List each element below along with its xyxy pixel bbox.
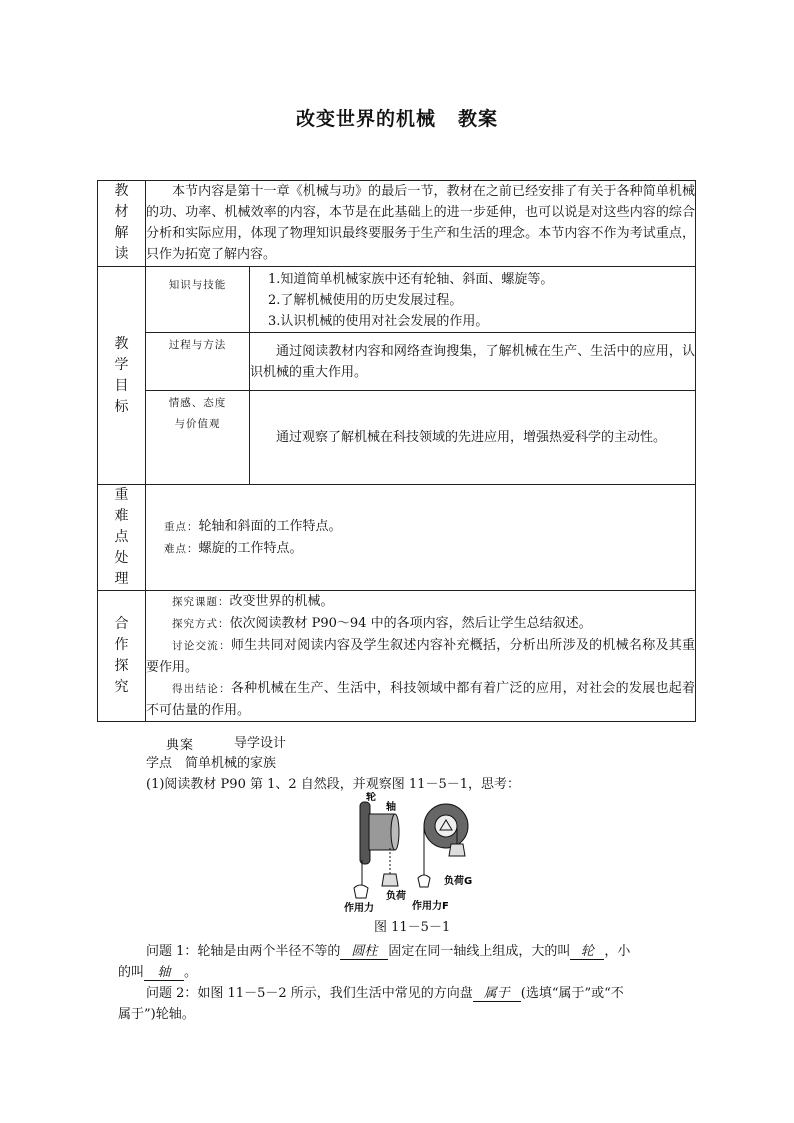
row-head-cooperation: 合 作 探 究 <box>98 591 146 722</box>
lead-heading: 导学设计 <box>234 736 287 751</box>
knowledge-item: 1.知道简单机械家族中还有轮轴、斜面、螺旋等。 <box>268 272 554 287</box>
lead-tag: 典案 <box>166 738 195 753</box>
answer-blank: 圆柱 <box>340 940 388 960</box>
row-keypoints <box>98 485 696 591</box>
answer-blank: 属于 <box>473 982 521 1002</box>
answer-blank: 轮 <box>570 940 604 960</box>
row-goal-process <box>98 333 696 391</box>
row-head-goals: 教 学 目 标 <box>98 267 146 485</box>
label-knowledge: 知识与技能 <box>146 267 250 333</box>
knowledge-list <box>250 267 696 333</box>
label-axle: 轴 <box>386 802 396 813</box>
row-head-keypoints: 重 难 点 处 理 <box>98 485 146 591</box>
answer-blank: 轴 <box>144 961 184 981</box>
label-effort-f: 作用力F <box>412 901 449 912</box>
page-title <box>0 104 794 131</box>
attitude-text: 通过观察了解机械在科技领域的先进应用，增强热爱科学的主动性。 <box>250 391 696 485</box>
lesson-plan-table <box>97 180 696 722</box>
label-attitude: 情感、态度 与价值观 <box>146 391 250 485</box>
study-point: 学点 简单机械的家族 <box>146 756 277 771</box>
key-point: 轮轴和斜面的工作特点。 <box>198 518 342 534</box>
figure-caption: 图 11－5－1 <box>374 920 451 935</box>
difficulty-label: 难点： <box>164 542 199 555</box>
keypoints-content <box>146 485 696 591</box>
row-textbook <box>98 181 696 267</box>
question-2-line1: 问题 2：如图 11－5－2 所示，我们生活中常见的方向盘 属于 (选填“属于”或“不 <box>146 982 624 1002</box>
row-head-textbook: 教 材 解 读 <box>98 181 146 267</box>
difficulty-point: 螺旋的工作特点。 <box>198 540 303 556</box>
textbook-analysis: 本节内容是第十一章《机械与功》的最后一节，教材在之前已经安排了有关于各种简单机械的功、功率、机械效率的内容，本节是在此基础上的进一步延伸，也可以说是对这些内容的综合分析和实际应用，体现了物理知识最终要服务于生产和生活的理念。本节内容不作为考试重点，只作为拓宽了解内容。 <box>146 181 696 267</box>
label-load: 负荷 <box>386 891 406 902</box>
row-goal-attitude <box>98 391 696 485</box>
question-1-line1: 问题 1：轮轴是由两个半径不等的 圆柱 固定在同一轴线上组成，大的叫 轮 ，小 <box>146 940 630 960</box>
row-cooperation <box>98 591 696 722</box>
question-intro: (1)阅读教材 P90 第 1、2 自然段，并观察图 11－5－1，思考： <box>146 777 520 792</box>
knowledge-item: 3.认识机械的使用对社会发展的作用。 <box>268 314 489 329</box>
row-goal-knowledge <box>98 267 696 333</box>
key-label: 重点： <box>164 520 199 533</box>
title-sub: 教案 <box>458 108 499 130</box>
wheel-axle-figure <box>340 792 490 914</box>
title-main: 改变世界的机械 <box>295 108 436 130</box>
label-process: 过程与方法 <box>146 333 250 391</box>
question-1-line2: 的叫 轴 。 <box>118 961 197 981</box>
cooperation-content: 探究课题：改变世界的机械。 探究方式：依次阅读教材 P90～94 中的各项内容，然后让学生总结叙述。 讨论交流：师生共同对阅读内容及学生叙述内容补充概括，分析出所涉及的机械名称及其重要作用。 得出结论：各种机械在生产、生活中，科技领域中都有着广泛的应用，对社会的发展也起着不可估量的作用。 <box>146 591 696 722</box>
knowledge-item: 2.了解机械使用的历史发展过程。 <box>268 293 463 308</box>
process-text: 通过阅读教材内容和网络查询搜集，了解机械在生产、生活中的应用，认识机械的重大作用。 <box>250 333 696 391</box>
label-load-g: 负荷G <box>444 876 473 887</box>
question-2-line2: 属于”)轮轴。 <box>118 1007 195 1022</box>
label-effort: 作用力 <box>344 903 374 914</box>
label-wheel: 轮 <box>366 792 376 803</box>
